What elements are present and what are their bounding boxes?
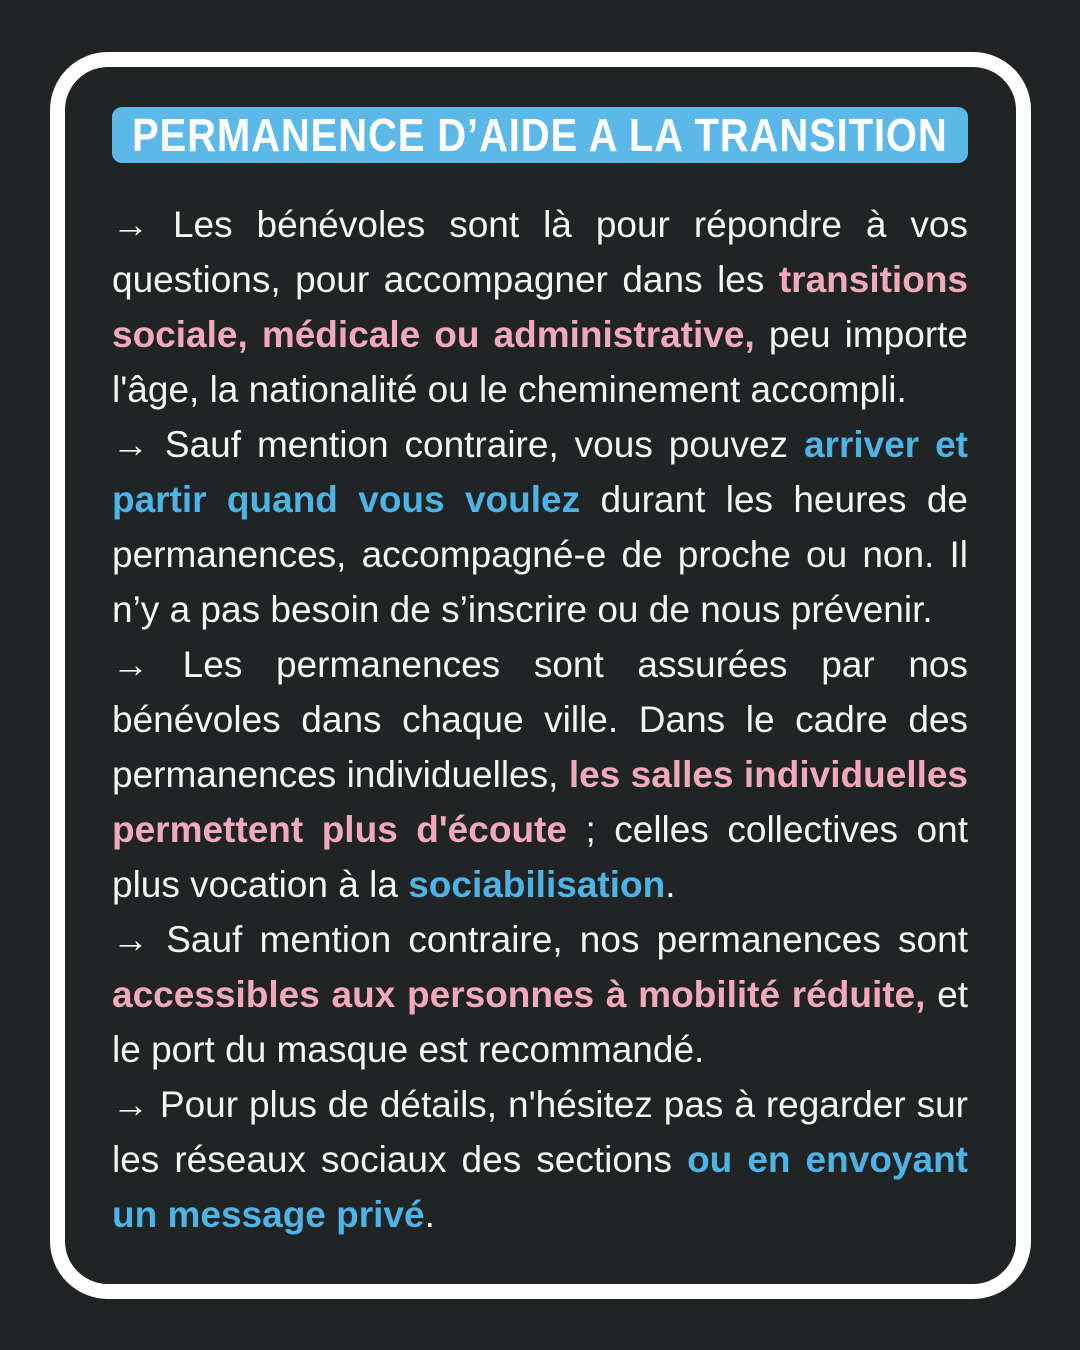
text-segment: → Sauf mention contraire, nos permanences sont bbox=[112, 919, 968, 960]
card bbox=[50, 52, 1031, 1299]
text-segment: durant les heures de permanences, accompagné-e de proche ou non. Il n’y a pas besoin de s’inscrire ou de nous prévenir. bbox=[112, 479, 968, 630]
text-segment: ; celles collectives ont plus vocation à la bbox=[112, 809, 968, 905]
highlight-blue: arriver et partir quand vous voulez bbox=[112, 424, 968, 520]
paragraph bbox=[112, 637, 968, 912]
highlight-blue: sociabilisation bbox=[408, 864, 666, 905]
paragraph bbox=[112, 197, 968, 417]
highlight-pink: transitions sociale, médicale ou administrative, bbox=[112, 259, 968, 355]
text-segment: → Sauf mention contraire, vous pouvez bbox=[112, 424, 804, 465]
text-segment: → Les bénévoles sont là pour répondre à vos questions, pour accompagner dans les bbox=[112, 204, 968, 300]
paragraph bbox=[112, 912, 968, 1077]
highlight-blue: ou en envoyant un message privé bbox=[112, 1139, 968, 1235]
highlight-pink: les salles individuelles permettent plus d'écoute bbox=[112, 754, 969, 850]
text-segment: → Les permanences sont assurées par nos bénévoles dans chaque ville. Dans le cadre des permanences individuelles, bbox=[112, 644, 968, 795]
text-segment: peu importe l'âge, la nationalité ou le cheminement accompli. bbox=[112, 314, 969, 410]
text-segment: → Pour plus de détails, n'hésitez pas à regarder sur les réseaux sociaux des sections bbox=[112, 1084, 968, 1180]
text-segment: . bbox=[424, 1194, 435, 1235]
body-text bbox=[112, 197, 968, 1242]
highlight-pink: accessibles aux personnes à mobilité réduite, bbox=[112, 974, 926, 1015]
title-banner bbox=[112, 107, 968, 163]
text-segment: . bbox=[665, 864, 676, 905]
paragraph bbox=[112, 417, 968, 637]
paragraph bbox=[112, 1077, 968, 1242]
page-title: PERMANENCE D’AIDE A LA TRANSITION bbox=[132, 109, 948, 161]
text-segment: et le port du masque est recommandé. bbox=[112, 974, 969, 1070]
